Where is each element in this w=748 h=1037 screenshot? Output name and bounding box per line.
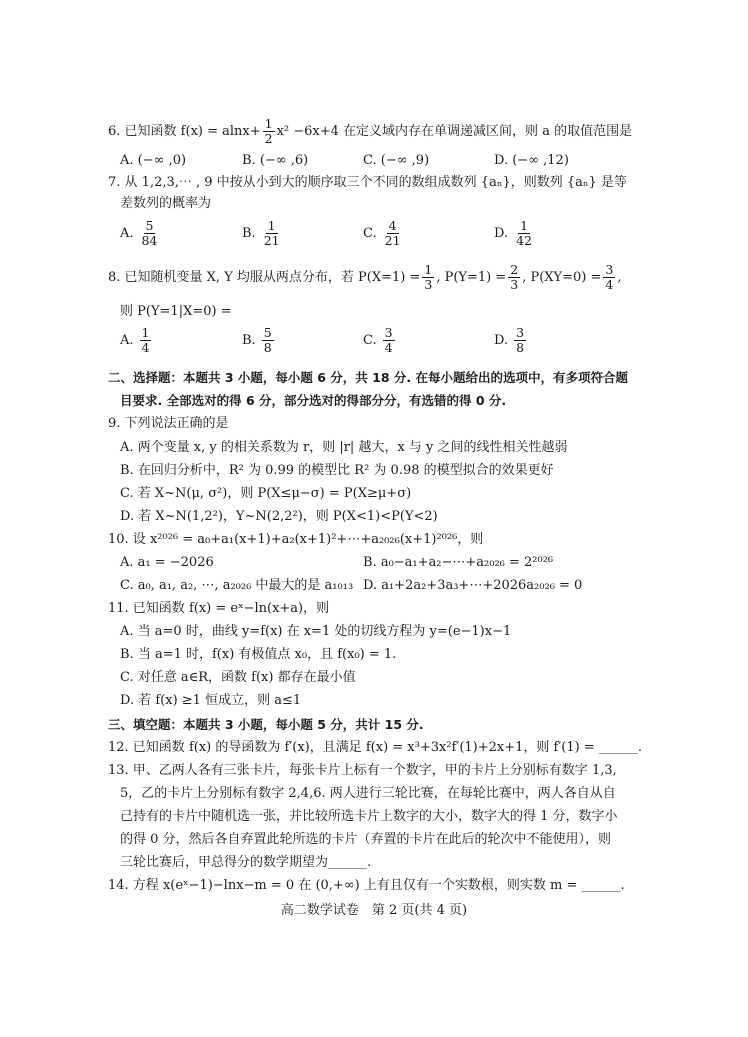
q10-option-c: C. a₀, a₁, a₂, ⋯, a₂₀₂₆ 中最大的是 a₁₀₁₃ [120,578,354,593]
q13-line5: 三轮比赛后，甲总得分的数学期望为______. [120,855,372,870]
frac-den: 3 [510,277,519,292]
frac-num: 5 [145,218,154,233]
q7-option-d [494,219,536,248]
q7-option-d-frac [514,219,534,248]
frac-num: 3 [605,262,614,277]
q7-option-a-frac [140,219,160,248]
q14-text: 14. 方程 x(eˣ−1)−lnx−m = 0 在 (0,+∞) 上有且仅有一个实数根，则实数 m = ______. [108,878,625,893]
q9-option-d: D. 若 X~N(1,2²)，Y~N(2,2²)，则 P(X<1)<P(Y<2) [120,509,438,524]
q6-stem-pre: 6. 已知函数 [108,124,177,139]
q8-post: , [617,270,622,285]
q13-line3: 己持有的卡片中随机选一张，并比较所选卡片上数字的大小，数字大的得 1 分，数字小 [120,809,618,824]
q7-option-c [363,219,405,248]
q8-option-b [242,326,276,355]
q8-frac-3 [603,263,615,292]
q11-option-d: D. 若 f(x) ≥1 恒成立，则 a≤1 [120,693,302,708]
frac-den: 42 [516,233,532,248]
frac-den: 21 [384,233,401,248]
q8-option-a [120,326,153,355]
q7-option-a-label: A. [120,226,134,241]
q8-option-b-frac [262,326,274,355]
q10-stem: 10. 设 x²⁰²⁶ = a₀+a₁(x+1)+a₂(x+1)²+⋯+a₂₀₂₆(x+1)²⁰²⁶，则 [108,532,484,547]
q6-func: f(x) = alnx+ [176,124,261,139]
section-2-heading-line2: 目要求. 全部选对的得 6 分，部分选对的得部分分，有选错的得 0 分. [120,393,507,408]
q11-option-b: B. 当 a=1 时，f(x) 有极值点 x₀，且 f(x₀) = 1. [120,647,397,662]
q8-pre: 8. 已知随机变量 X, Y 均服从两点分布，若 P(X=1) = [108,270,421,285]
frac-num: 5 [263,325,272,340]
frac-num: 1 [424,262,433,277]
q7-option-a [120,219,161,248]
q9-option-b: B. 在回归分析中，R² 为 0.99 的模型比 R² 为 0.98 的模型拟合的效果更好 [120,463,554,478]
q6-fraction [263,117,275,146]
q8-option-d-label: D. [494,333,509,348]
q8-option-a-label: A. [120,333,134,348]
q6-option-a: A. (−∞ ,0) [120,153,187,168]
q7-option-c-label: C. [363,226,377,241]
frac-den: 21 [263,233,280,248]
frac-den: 4 [141,340,150,355]
q8-mid1: , P(Y=1) = [436,270,507,285]
q13-line2: 5，乙的卡片上分别标有数字 2,4,6. 两人进行三轮比赛，在每轮比赛中，两人各自从自 [120,786,616,801]
q8-stem-line1 [108,263,622,292]
q8-option-a-frac [140,326,152,355]
frac-den: 3 [424,277,433,292]
q7-option-d-label: D. [494,226,509,241]
q13-line1: 13. 甲、乙两人各有三张卡片，每张卡片上标有一个数字，甲的卡片上分别标有数字 1,3, [108,763,617,778]
frac-num: 2 [510,262,519,277]
frac-den: 4 [384,340,393,355]
q8-option-d [494,326,528,355]
q12-text: 12. 已知函数 f(x) 的导函数为 f′(x)，且满足 f(x) = x³+3x²f′(1)+2x+1，则 f′(1) = ______. [108,740,642,755]
q7-option-c-frac [383,219,403,248]
q6-option-c: C. (−∞ ,9) [363,153,430,168]
frac-den: 84 [141,233,158,248]
q6-frac-num: 1 [264,116,273,131]
section-2-heading-line1: 二、选择题：本题共 3 小题，每小题 6 分，共 18 分. 在每小题给出的选项中，有多项符合题 [108,370,629,385]
q8-option-d-frac [514,326,526,355]
q10-option-d: D. a₁+2a₂+3a₃+⋯+2026a₂₀₂₆ = 0 [363,578,583,593]
q10-option-b: B. a₀−a₁+a₂−⋯+a₂₀₂₆ = 2²⁰²⁶ [363,555,554,570]
q8-option-b-label: B. [242,333,256,348]
q6-frac-den: 2 [264,131,273,146]
q9-stem: 9. 下列说法正确的是 [108,416,229,431]
q8-option-c-frac [383,326,395,355]
q9-option-a: A. 两个变量 x, y 的相关系数为 r，则 |r| 越大，x 与 y 之间的线性相关性越弱 [120,440,568,455]
q6-option-d: D. (−∞ ,12) [494,153,569,168]
frac-num: 3 [384,325,393,340]
q8-stem-line2: 则 P(Y=1|X=0) = [120,304,232,319]
q8-frac-1 [422,263,434,292]
q6-stem-post: x² −6x+4 在定义域内存在单调递减区间，则 a 的取值范围是 [276,124,633,139]
q6-stem [108,117,632,146]
frac-num: 1 [267,218,276,233]
frac-den: 4 [605,277,614,292]
q11-option-a: A. 当 a=0 时，曲线 y=f(x) 在 x=1 处的切线方程为 y=(e−1)x−1 [120,624,512,639]
q8-option-c [363,326,397,355]
q7-option-b-frac [262,219,282,248]
q7-stem-line1: 7. 从 1,2,3,⋯ , 9 中按从小到大的顺序取三个不同的数组成数列 {aₙ}，则数列 {aₙ} 是等 [108,175,627,190]
q7-option-b [242,219,284,248]
frac-num: 1 [141,325,150,340]
q6-option-b: B. (−∞ ,6) [242,153,309,168]
page-footer: 高二数学试卷 第 2 页(共 4 页) [280,903,468,918]
q8-frac-2 [508,263,520,292]
q13-line4: 的得 0 分，然后各自弃置此轮所选的卡片（弃置的卡片在此后的轮次中不能使用），则 [120,832,612,847]
frac-num: 4 [388,218,397,233]
q10-option-a: A. a₁ = −2026 [120,555,214,570]
q7-stem-line2: 差数列的概率为 [120,196,212,211]
q7-option-b-label: B. [242,226,256,241]
section-3-heading: 三、填空题：本题共 3 小题，每小题 5 分，共计 15 分. [108,717,424,732]
frac-den: 8 [516,340,525,355]
frac-den: 8 [263,340,272,355]
q8-option-c-label: C. [363,333,377,348]
frac-num: 1 [520,218,529,233]
q9-option-c: C. 若 X~N(μ, σ²)，则 P(X≤μ−σ) = P(X≥μ+σ) [120,486,412,501]
q11-stem: 11. 已知函数 f(x) = eˣ−ln(x+a)，则 [108,601,330,616]
frac-num: 3 [516,325,525,340]
q8-mid2: , P(XY=0) = [522,270,602,285]
q11-option-c: C. 对任意 a∈R，函数 f(x) 都存在最小值 [120,670,356,685]
